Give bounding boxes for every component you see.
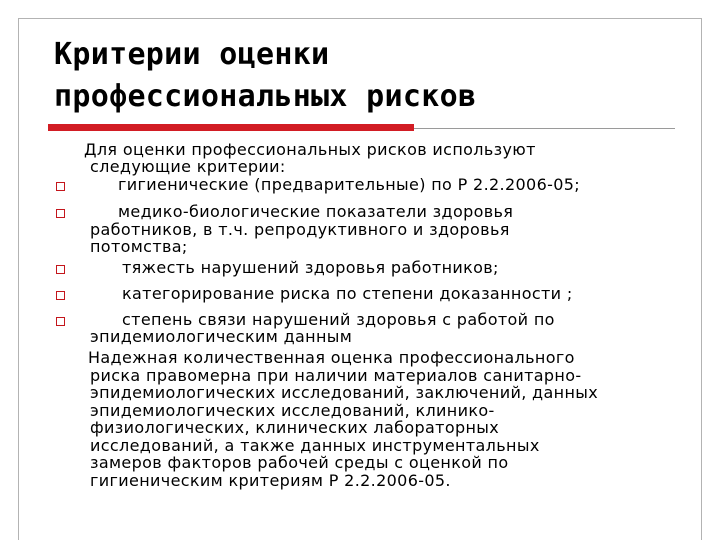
closing-line-3: эпидемиологических исследований, заключений, данных xyxy=(90,383,599,402)
bullet-2-line-2: работников, в т.ч. репродуктивного и здоровья xyxy=(90,220,510,239)
hollow-square-bullet-icon xyxy=(56,265,65,274)
closing-line-4: эпидемиологических исследований, клинико- xyxy=(90,401,495,420)
hollow-square-bullet-icon xyxy=(56,182,65,191)
hollow-square-bullet-icon xyxy=(56,317,65,326)
bullet-2-line-3: потомства; xyxy=(90,237,188,256)
slide-title-line-2: профессиональных рисков xyxy=(54,79,477,114)
bullet-5-line-1: степень связи нарушений здоровья с работой по xyxy=(122,310,555,329)
bullet-3-line-1: тяжесть нарушений здоровья работников; xyxy=(122,258,499,277)
bullet-5-line-2: эпидемиологическим данным xyxy=(90,327,353,346)
closing-line-1: Надежная количественная оценка профессионального xyxy=(88,348,575,367)
closing-line-6: исследований, а также данных инструментальных xyxy=(90,436,540,455)
closing-line-5: физиологических, клинических лабораторных xyxy=(90,418,500,437)
intro-line-2: следующие критерии: xyxy=(90,157,286,176)
closing-line-2: риска правомерна при наличии материалов санитарно- xyxy=(90,366,582,385)
closing-line-7: замеров факторов рабочей среды с оценкой по xyxy=(90,453,509,472)
slide-title-line-1: Критерии оценки xyxy=(54,37,330,72)
hollow-square-bullet-icon xyxy=(56,291,65,300)
closing-line-8: гигиеническим критериям Р 2.2.2006-05. xyxy=(90,471,451,490)
bullet-2-line-1: медико-биологические показатели здоровья xyxy=(118,202,514,221)
bullet-1-line-1: гигиенические (предварительные) по Р 2.2.2006-05; xyxy=(118,175,581,194)
hollow-square-bullet-icon xyxy=(56,209,65,218)
intro-line-1: Для оценки профессиональных рисков используют xyxy=(84,140,536,159)
bullet-4-line-1: категорирование риска по степени доказанности ; xyxy=(122,284,573,303)
